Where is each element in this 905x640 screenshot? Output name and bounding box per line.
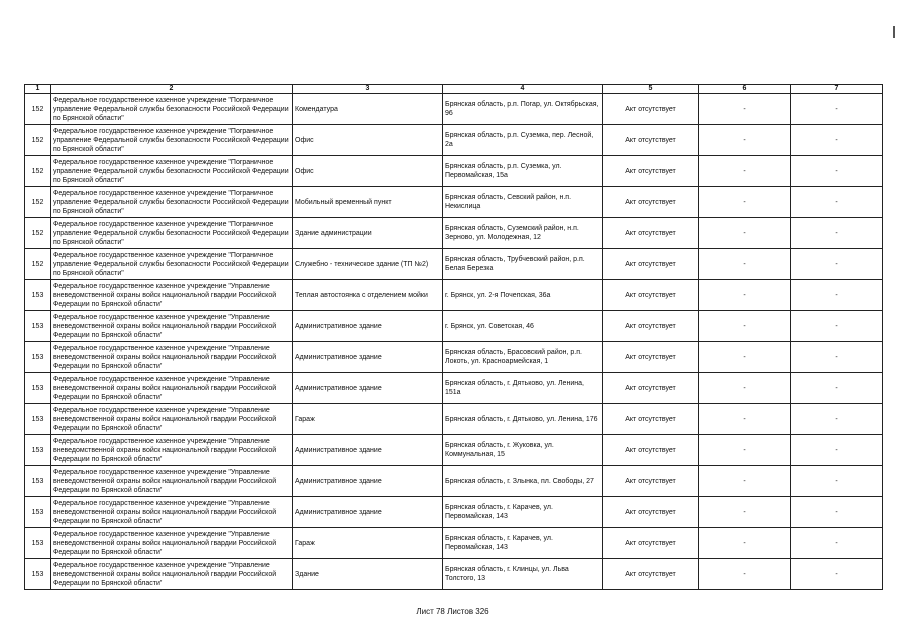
column-header-7: 7 [791,85,883,94]
column-header-2: 2 [51,85,293,94]
column-6-value: - [699,187,791,218]
object-name: Теплая автостоянка с отделением мойки [293,280,443,311]
column-7-value: - [791,435,883,466]
entry-number: 153 [25,435,51,466]
column-7-value: - [791,342,883,373]
column-6-value: - [699,373,791,404]
organization-name: Федеральное государственное казенное учреждение "Управление вневедомственной охраны войск национальной гвардии Российской Федерации по Брянской области" [51,528,293,559]
column-6-value: - [699,342,791,373]
object-address: Брянская область, Брасовский район, р.п. Локоть, ул. Красноармейская, 1 [443,342,603,373]
entry-number: 152 [25,94,51,125]
registry-body [25,94,883,590]
object-address: Брянская область, г. Дятьково, ул. Ленина, 151а [443,373,603,404]
column-7-value: - [791,466,883,497]
act-status: Акт отсутствует [603,249,699,280]
column-7-value: - [791,311,883,342]
entry-number: 152 [25,156,51,187]
column-6-value: - [699,404,791,435]
object-address: Брянская область, г. Злынка, пл. Свободы, 27 [443,466,603,497]
table-row [25,528,883,559]
entry-number: 152 [25,249,51,280]
column-7-value: - [791,373,883,404]
registry-table [24,84,883,590]
table-row [25,373,883,404]
object-name: Служебно - техническое здание (ТП №2) [293,249,443,280]
object-name: Мобильный временный пункт [293,187,443,218]
organization-name: Федеральное государственное казенное учреждение "Пограничное управление Федеральной службы безопасности Российской Федерации по Брянской области" [51,187,293,218]
column-header-6: 6 [699,85,791,94]
act-status: Акт отсутствует [603,94,699,125]
entry-number: 152 [25,218,51,249]
column-6-value: - [699,218,791,249]
column-7-value: - [791,497,883,528]
table-row [25,156,883,187]
table-row [25,559,883,590]
column-header-5: 5 [603,85,699,94]
organization-name: Федеральное государственное казенное учреждение "Управление вневедомственной охраны войск национальной гвардии Российской Федерации по Брянской области" [51,342,293,373]
column-6-value: - [699,435,791,466]
act-status: Акт отсутствует [603,435,699,466]
act-status: Акт отсутствует [603,187,699,218]
act-status: Акт отсутствует [603,559,699,590]
table-row [25,125,883,156]
object-name: Административное здание [293,373,443,404]
scan-edge-mark [893,26,895,38]
column-6-value: - [699,94,791,125]
column-6-value: - [699,156,791,187]
table-row [25,435,883,466]
organization-name: Федеральное государственное казенное учреждение "Пограничное управление Федеральной службы безопасности Российской Федерации по Брянской области" [51,125,293,156]
act-status: Акт отсутствует [603,280,699,311]
column-7-value: - [791,125,883,156]
entry-number: 153 [25,559,51,590]
act-status: Акт отсутствует [603,311,699,342]
page-footer: Лист 78 Листов 326 [416,607,489,616]
entry-number: 153 [25,311,51,342]
entry-number: 153 [25,466,51,497]
table-row [25,404,883,435]
act-status: Акт отсутствует [603,218,699,249]
act-status: Акт отсутствует [603,342,699,373]
object-address: Брянская область, г. Жуковка, ул. Коммунальная, 15 [443,435,603,466]
table-row [25,187,883,218]
column-6-value: - [699,528,791,559]
organization-name: Федеральное государственное казенное учреждение "Управление вневедомственной охраны войск национальной гвардии Российской Федерации по Брянской области" [51,559,293,590]
column-6-value: - [699,280,791,311]
column-header-3: 3 [293,85,443,94]
act-status: Акт отсутствует [603,404,699,435]
column-6-value: - [699,311,791,342]
object-name: Административное здание [293,497,443,528]
column-6-value: - [699,497,791,528]
table-row [25,280,883,311]
column-7-value: - [791,156,883,187]
column-6-value: - [699,559,791,590]
column-7-value: - [791,559,883,590]
act-status: Акт отсутствует [603,466,699,497]
object-name: Комендатура [293,94,443,125]
column-7-value: - [791,218,883,249]
entry-number: 153 [25,497,51,528]
table-row [25,94,883,125]
object-address: Брянская область, г. Карачев, ул. Первомайская, 143 [443,528,603,559]
entry-number: 153 [25,528,51,559]
act-status: Акт отсутствует [603,156,699,187]
object-name: Гараж [293,528,443,559]
object-address: Брянская область, р.п. Суземка, ул. Первомайская, 15а [443,156,603,187]
column-header-1: 1 [25,85,51,94]
organization-name: Федеральное государственное казенное учреждение "Управление вневедомственной охраны войск национальной гвардии Российской Федерации по Брянской области" [51,404,293,435]
column-7-value: - [791,404,883,435]
organization-name: Федеральное государственное казенное учреждение "Управление вневедомственной охраны войск национальной гвардии Российской Федерации по Брянской области" [51,497,293,528]
table-row [25,342,883,373]
entry-number: 153 [25,373,51,404]
object-name: Административное здание [293,342,443,373]
object-name: Офис [293,125,443,156]
object-name: Здание [293,559,443,590]
column-7-value: - [791,94,883,125]
object-address: Брянская область, р.п. Погар, ул. Октябрьская, 96 [443,94,603,125]
object-address: г. Брянск, ул. Советская, 46 [443,311,603,342]
entry-number: 152 [25,187,51,218]
organization-name: Федеральное государственное казенное учреждение "Управление вневедомственной охраны войск национальной гвардии Российской Федерации по Брянской области" [51,466,293,497]
column-7-value: - [791,528,883,559]
object-address: Брянская область, Трубчевский район, р.п. Белая Березка [443,249,603,280]
table-row [25,497,883,528]
entry-number: 152 [25,125,51,156]
column-7-value: - [791,249,883,280]
organization-name: Федеральное государственное казенное учреждение "Управление вневедомственной охраны войск национальной гвардии Российской Федерации по Брянской области" [51,280,293,311]
column-number-row [25,85,883,94]
entry-number: 153 [25,342,51,373]
column-7-value: - [791,187,883,218]
object-address: Брянская область, р.п. Суземка, пер. Лесной, 2а [443,125,603,156]
table-row [25,466,883,497]
column-6-value: - [699,466,791,497]
object-name: Офис [293,156,443,187]
column-6-value: - [699,249,791,280]
object-name: Административное здание [293,311,443,342]
object-name: Административное здание [293,435,443,466]
object-address: Брянская область, г. Дятьково, ул. Ленина, 176 [443,404,603,435]
organization-name: Федеральное государственное казенное учреждение "Управление вневедомственной охраны войск национальной гвардии Российской Федерации по Брянской области" [51,435,293,466]
entry-number: 153 [25,280,51,311]
act-status: Акт отсутствует [603,373,699,404]
column-6-value: - [699,125,791,156]
object-name: Гараж [293,404,443,435]
organization-name: Федеральное государственное казенное учреждение "Пограничное управление Федеральной службы безопасности Российской Федерации по Брянской области" [51,249,293,280]
organization-name: Федеральное государственное казенное учреждение "Управление вневедомственной охраны войск национальной гвардии Российской Федерации по Брянской области" [51,373,293,404]
act-status: Акт отсутствует [603,125,699,156]
entry-number: 153 [25,404,51,435]
object-address: г. Брянск, ул. 2-я Почепская, 36а [443,280,603,311]
act-status: Акт отсутствует [603,528,699,559]
object-address: Брянская область, Севский район, н.п. Некислица [443,187,603,218]
column-7-value: - [791,280,883,311]
object-name: Административное здание [293,466,443,497]
organization-name: Федеральное государственное казенное учреждение "Пограничное управление Федеральной службы безопасности Российской Федерации по Брянской области" [51,94,293,125]
object-name: Здание администрации [293,218,443,249]
act-status: Акт отсутствует [603,497,699,528]
object-address: Брянская область, г. Клинцы, ул. Льва Толстого, 13 [443,559,603,590]
object-address: Брянская область, Суземский район, н.п. Зерново, ул. Молодежная, 12 [443,218,603,249]
organization-name: Федеральное государственное казенное учреждение "Управление вневедомственной охраны войск национальной гвардии Российской Федерации по Брянской области" [51,311,293,342]
table-row [25,249,883,280]
organization-name: Федеральное государственное казенное учреждение "Пограничное управление Федеральной службы безопасности Российской Федерации по Брянской области" [51,156,293,187]
table-row [25,218,883,249]
column-header-4: 4 [443,85,603,94]
table-row [25,311,883,342]
organization-name: Федеральное государственное казенное учреждение "Пограничное управление Федеральной службы безопасности Российской Федерации по Брянской области" [51,218,293,249]
object-address: Брянская область, г. Карачев, ул. Первомайская, 143 [443,497,603,528]
